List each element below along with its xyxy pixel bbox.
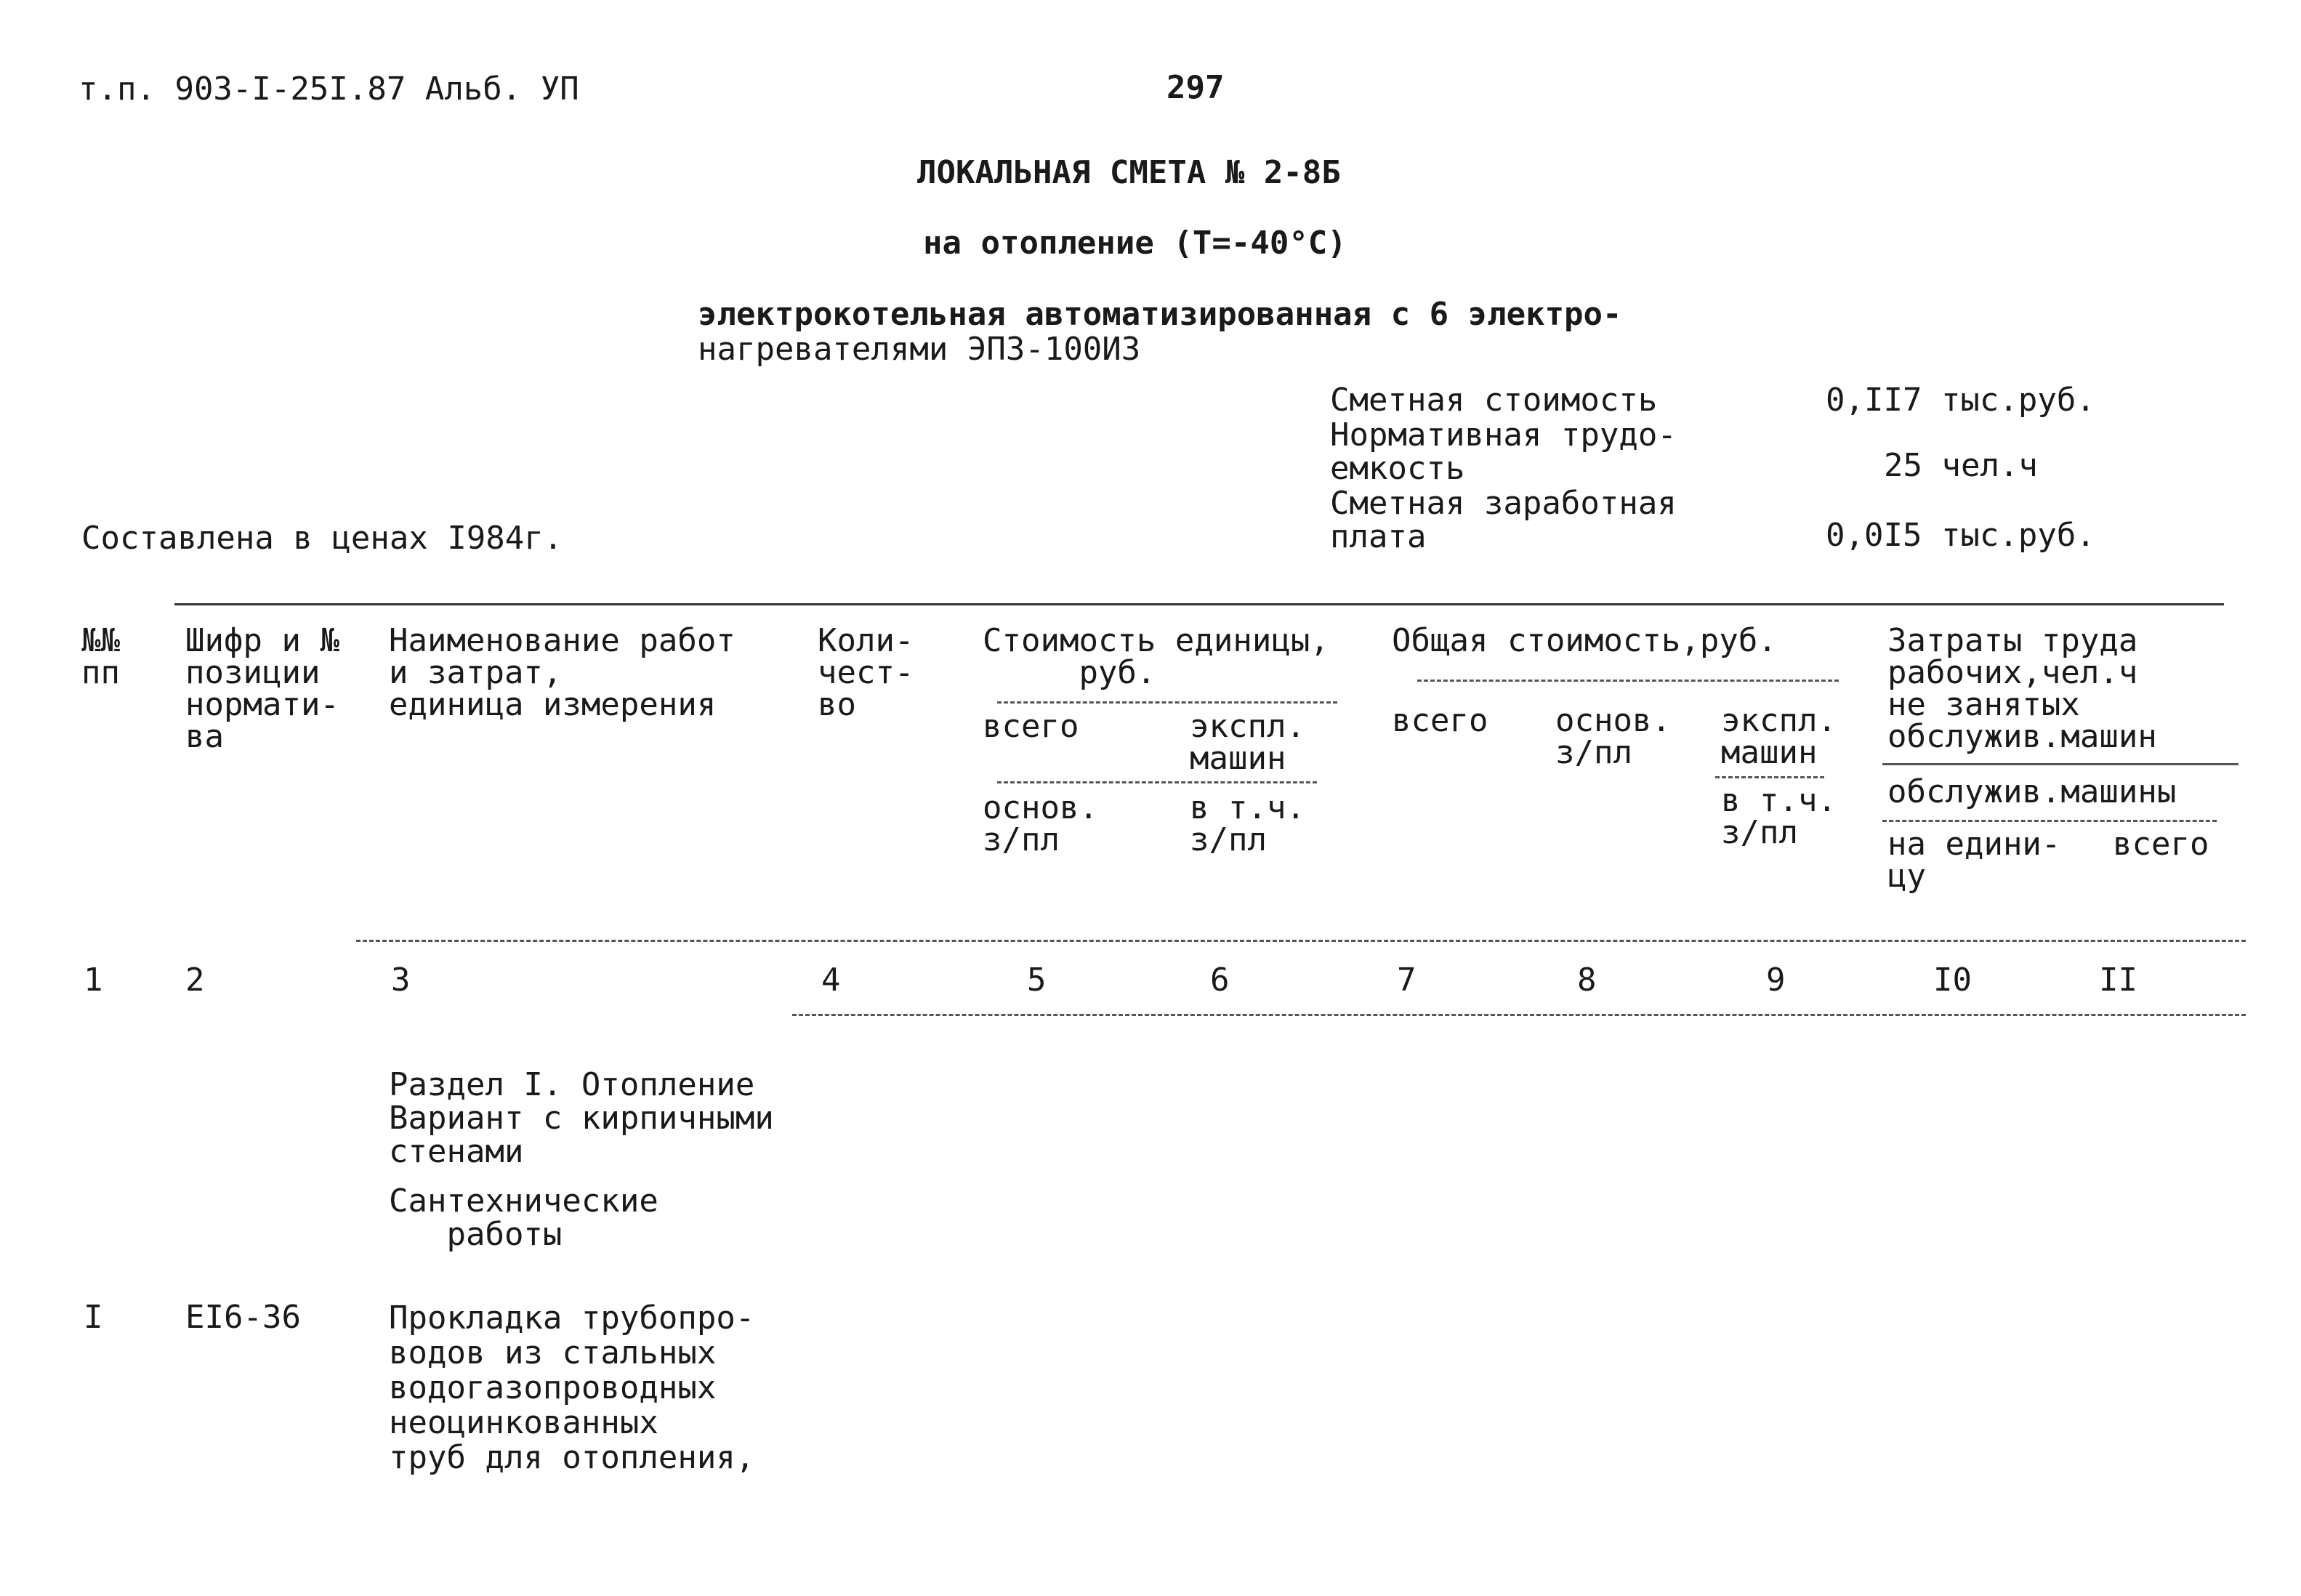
summary-cost-label: Сметная стоимость xyxy=(1330,382,1658,419)
summary-labor-label-1: Нормативная трудо- xyxy=(1330,416,1677,454)
unit-cost-subrule xyxy=(997,701,1337,704)
col-header-number: №№ пп xyxy=(81,622,120,691)
col-header-total-machines: экспл. машин xyxy=(1721,702,1837,771)
col-header-labor-machines: обслужив.машины xyxy=(1887,773,2177,810)
row-name: Прокладка трубопро- водов из стальных водогазопроводных неоцинкованных труб для отопления, xyxy=(389,1299,755,1476)
row-code: ЕI6-36 xyxy=(185,1299,301,1336)
summary-cost-value: 0,II7 тыс.руб. xyxy=(1826,382,2095,419)
column-number: 9 xyxy=(1766,962,1786,999)
section-heading: Раздел I. Отопление Вариант с кирпичными стенами xyxy=(389,1066,774,1170)
col-header-total-wage: основ. з/пл xyxy=(1555,702,1671,771)
object-description-line1: электрокотельная автоматизированная с 6 электро- xyxy=(698,296,1622,333)
subsection-heading: Сантехнические работы xyxy=(389,1182,658,1253)
page-number: 297 xyxy=(1166,69,1225,106)
column-number: 3 xyxy=(391,962,411,999)
col-header-labor-per-unit: на едини- цу xyxy=(1887,826,2061,895)
col-header-unit-wage: основ. з/пл xyxy=(983,789,1098,858)
summary-wage-label-1: Сметная заработная xyxy=(1330,485,1677,522)
row-number: I xyxy=(84,1299,103,1336)
document-reference: т.п. 903-I-25I.87 Альб. УП xyxy=(78,70,579,108)
column-number: I0 xyxy=(1933,962,1972,999)
col-header-code: Шифр и № позиции нормати- ва xyxy=(185,622,339,755)
col-header-total-total: всего xyxy=(1392,702,1488,739)
estimate-title: ЛОКАЛЬНАЯ СМЕТА № 2-8Б xyxy=(917,154,1341,191)
unit-cost-subrule-2 xyxy=(997,781,1317,783)
col-header-unit-machine-wage: в т.ч. з/пл xyxy=(1190,789,1305,858)
col-header-total-cost: Общая стоимость,руб. xyxy=(1392,622,1777,659)
col-header-labor-total: всего xyxy=(2113,826,2209,863)
total-cost-subrule xyxy=(1417,680,1839,682)
column-number: II xyxy=(2099,962,2137,999)
labor-subrule-1 xyxy=(1882,763,2238,765)
column-number: 2 xyxy=(185,962,205,999)
estimate-subtitle: на отопление (Т=-40°С) xyxy=(923,225,1347,262)
col-header-labor: Затраты труда рабочих,чел.ч не занятых обслужив.машин xyxy=(1887,622,2157,755)
column-number: 7 xyxy=(1397,962,1417,999)
col-header-unit-total: всего xyxy=(983,708,1079,745)
summary-wage-value: 0,0I5 тыс.руб. xyxy=(1826,517,2095,554)
column-number: 6 xyxy=(1210,962,1230,999)
summary-labor-label-2: емкость xyxy=(1330,450,1465,487)
header-bottom-rule xyxy=(356,940,2246,942)
column-number: 8 xyxy=(1577,962,1597,999)
table-top-rule xyxy=(174,603,2224,605)
col-header-unit-cost: Стоимость единицы, руб. xyxy=(983,622,1329,691)
prices-note: Составлена в ценах I984г. xyxy=(81,520,563,557)
col-header-name: Наименование работ и затрат, единица измерения xyxy=(389,622,736,723)
column-number: 5 xyxy=(1027,962,1047,999)
column-numbers-rule xyxy=(792,1014,2246,1016)
labor-subrule-2 xyxy=(1882,820,2217,822)
column-number: 1 xyxy=(84,962,103,999)
summary-wage-label-2: плата xyxy=(1330,518,1427,555)
col-header-total-machine-wage: в т.ч. з/пл xyxy=(1721,782,1837,851)
col-header-unit-machines: экспл. машин xyxy=(1190,708,1305,777)
summary-labor-value: 25 чел.ч xyxy=(1884,447,2038,484)
total-mach-subrule xyxy=(1715,776,1824,778)
column-number: 4 xyxy=(821,962,841,999)
col-header-quantity: Коли- чест- во xyxy=(818,622,914,723)
object-description-line2: нагревателями ЭПЗ-100И3 xyxy=(698,331,1141,368)
